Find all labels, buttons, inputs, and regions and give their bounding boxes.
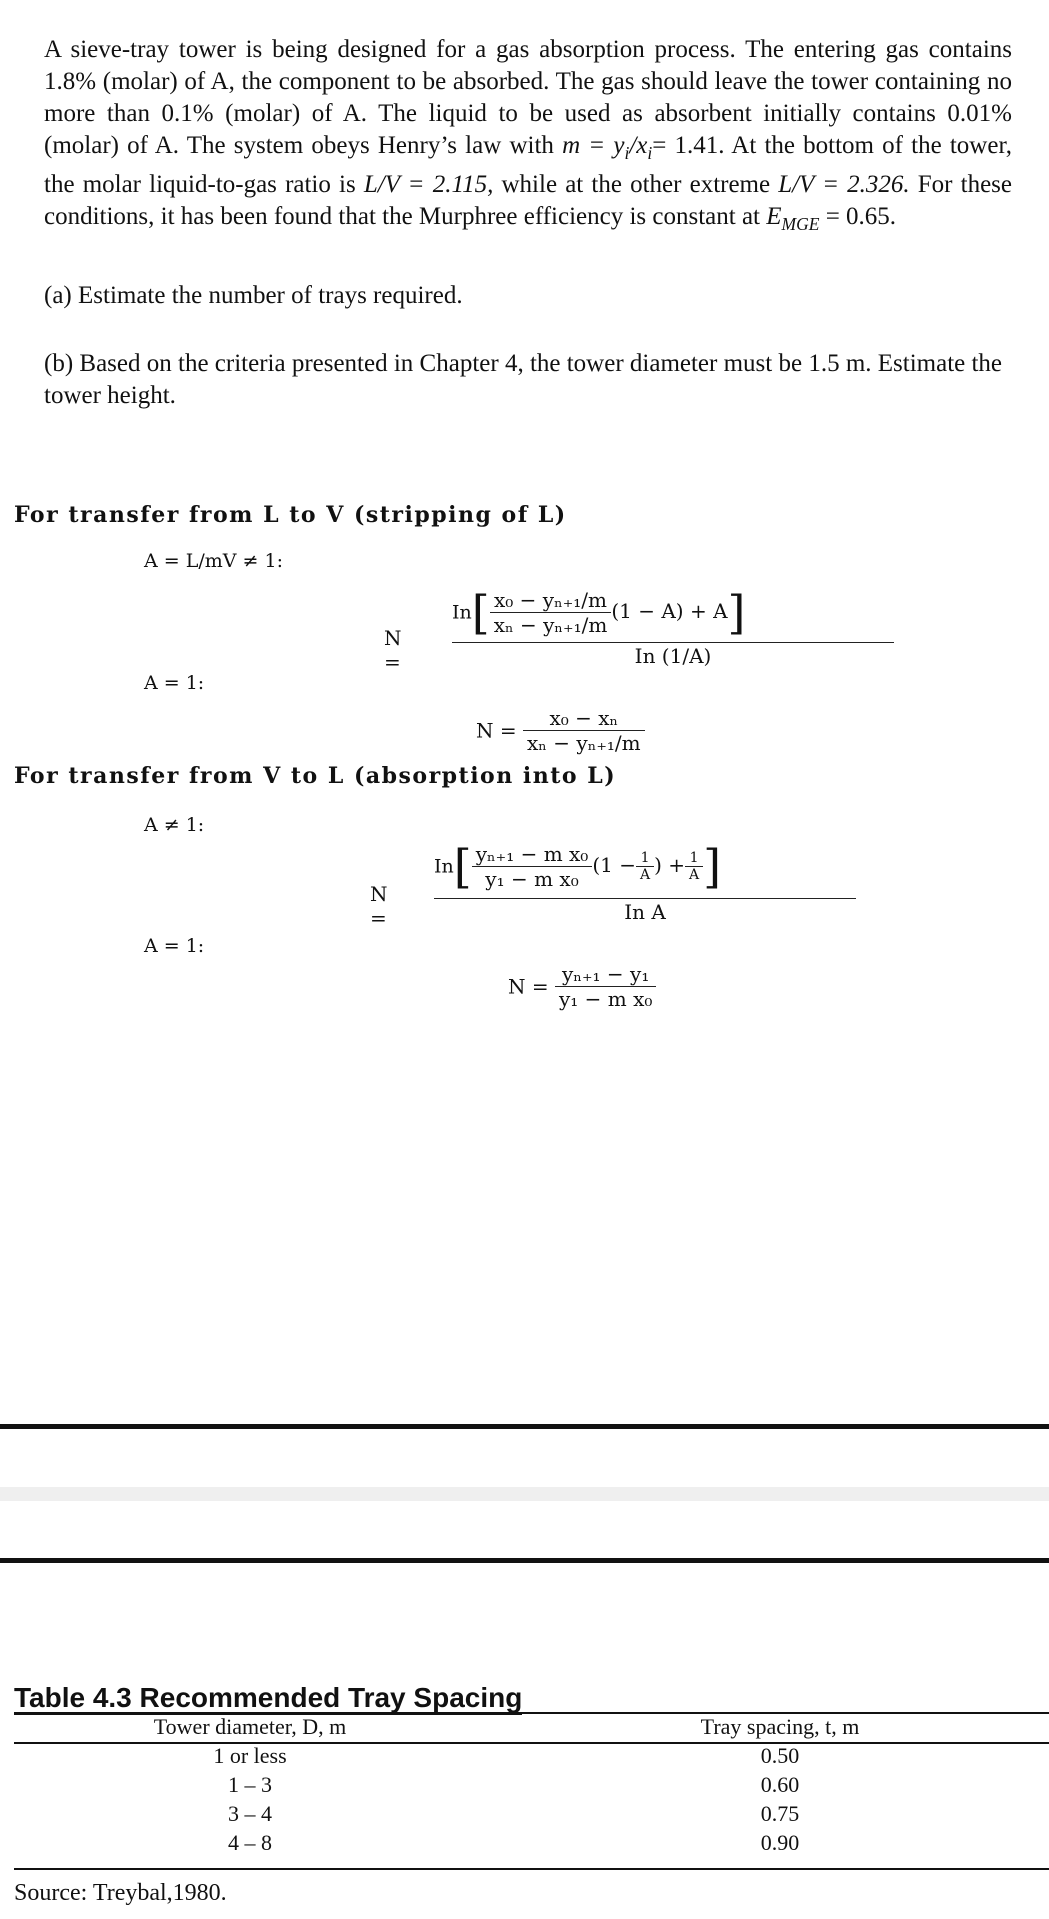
n-equals: N = bbox=[476, 718, 517, 743]
table-title: Table 4.3 Recommended Tray Spacing bbox=[14, 1682, 523, 1713]
abs1-fraction: $\frac{\text{yₙ₊₁ − m x₀}}{\text{y₁ − m x₀}}$ bbox=[472, 842, 593, 891]
gray-band bbox=[0, 1487, 1049, 1501]
strip2-numerator: x₀ − xₙ bbox=[549, 706, 619, 730]
problem-text-1: A sieve-tray tower is being designed for a gas absorption process. The entering gas contains 1.8% (molar) of A, the component to be absorbed. The gas should leave the tower containing no more than 0.1% (molar) of A. The liquid to be used as absorbent initially contains 0.01% (molar) of A. The system obeys Henry’s law with bbox=[44, 36, 1012, 159]
strip-equation-2 bbox=[476, 706, 645, 755]
table-row-2-spacing: 0.60 bbox=[760, 1772, 800, 1797]
column-header-spacing: Tray spacing, t, m bbox=[700, 1714, 860, 1739]
problem-text-4: For these conditions, it has been found that the Murphree efficiency is constant at bbox=[44, 171, 1013, 230]
strip2-denominator: xₙ − yₙ₊₁/m bbox=[523, 730, 645, 755]
strip-condition-2: A = 1: bbox=[144, 672, 205, 694]
murphree-symbol: $E_{MGE}$ bbox=[766, 203, 820, 234]
abs1-tail-open: (1 − bbox=[592, 853, 636, 877]
table-row-4-diameter: 4 – 8 bbox=[228, 1830, 272, 1855]
table-row-4-spacing: 0.90 bbox=[760, 1830, 800, 1855]
table-row-1-diameter: 1 or less bbox=[213, 1743, 287, 1768]
table-header-rule bbox=[14, 1742, 1049, 1744]
abs2-numerator: yₙ₊₁ − y₁ bbox=[562, 962, 650, 986]
n-equals: N = bbox=[384, 626, 402, 674]
table-bottom-rule bbox=[14, 1868, 1049, 1870]
table-source: Source: Treybal,1980. bbox=[14, 1880, 227, 1906]
problem-text-3: while at the other extreme bbox=[501, 171, 771, 198]
strip1-tail: (1 − A) + A bbox=[611, 599, 728, 623]
stripping-header: For transfer from L to V (stripping of L) bbox=[14, 502, 567, 528]
strip-condition-1: A = L/mV ≠ 1: bbox=[144, 550, 283, 572]
murphree-value: = 0.65. bbox=[825, 203, 897, 230]
absorption-header: For transfer from V to L (absorption into L) bbox=[14, 763, 617, 789]
abs2-denominator: y₁ − m x₀ bbox=[555, 986, 656, 1011]
problem-statement bbox=[44, 34, 1012, 240]
divider-bottom bbox=[0, 1558, 1049, 1563]
table-row-3-diameter: 3 – 4 bbox=[228, 1801, 272, 1826]
ln-symbol: In bbox=[452, 601, 472, 624]
lv-ratio-bottom: L/V = 2.115, bbox=[363, 171, 494, 198]
abs-condition-2: A = 1: bbox=[144, 935, 205, 957]
n-equals: N = bbox=[370, 882, 388, 930]
abs-equation-2 bbox=[508, 962, 656, 1011]
table-row-2-diameter: 1 – 3 bbox=[228, 1772, 272, 1797]
ln-symbol: In bbox=[434, 855, 454, 878]
part-a: (a) Estimate the number of trays required. bbox=[44, 282, 463, 309]
strip1-fraction: $\frac{\text{x₀ − yₙ₊₁/m}}{\text{xₙ − yₙ₊₁/m}}$ bbox=[490, 588, 612, 637]
strip1-outer-denominator: In (1/A) bbox=[634, 644, 712, 668]
column-header-diameter: Tower diameter, D, m bbox=[153, 1714, 347, 1739]
henry-equals: = bbox=[652, 132, 667, 159]
abs-condition-1: A ≠ 1: bbox=[144, 814, 205, 836]
abs1-outer-denominator: In A bbox=[624, 900, 666, 924]
henry-expression: $m = y_i/x_i$ bbox=[562, 132, 653, 163]
table-row-3-spacing: 0.75 bbox=[760, 1801, 800, 1826]
divider-top bbox=[0, 1424, 1049, 1429]
lv-ratio-top: L/V = 2.326. bbox=[778, 171, 910, 198]
part-b: (b) Based on the criteria presented in Chapter 4, the tower diameter must be 1.5 m. Estimate the tower height. bbox=[44, 350, 1003, 409]
problem-text-2: 1.41. At the bottom of the tower, the molar liquid-to-gas ratio is bbox=[44, 132, 1013, 198]
abs1-tail-close: ) + bbox=[654, 853, 686, 877]
table-row-1-spacing: 0.50 bbox=[760, 1743, 800, 1768]
n-equals: N = bbox=[508, 974, 549, 999]
